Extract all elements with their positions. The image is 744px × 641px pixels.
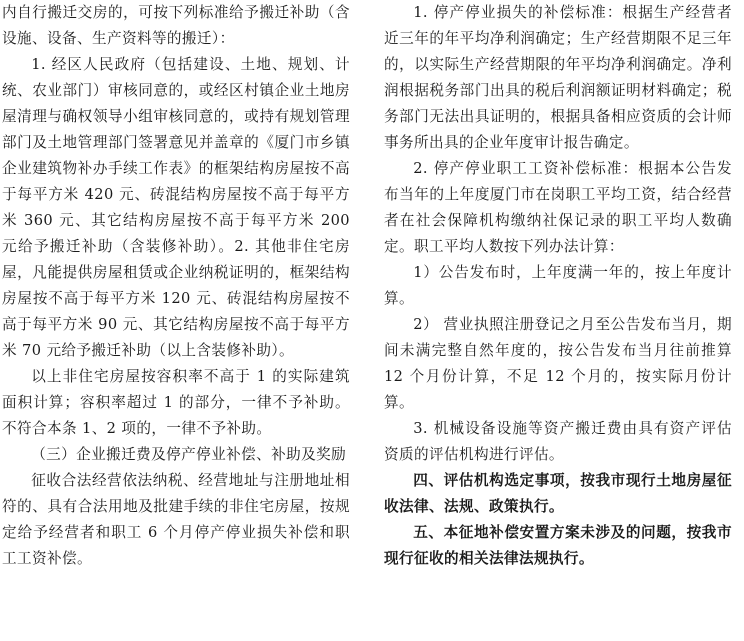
right-column: [384, 0, 732, 572]
paragraph-business-loss-compensation: 征收合法经营依法纳税、经营地址与注册地址相符的、具有合法用地及批建手续的非住宅房屋，按规定给予经营者和职工 6 个月停产停业损失补偿和职工工资补偿。: [2, 472, 350, 567]
paragraph-calc-method-1: 1）公告发布时，上年度满一年的，按上年度计算。: [384, 264, 732, 307]
paragraph-business-loss-standard: 1. 停产停业损失的补偿标准：根据生产经营者近三年的年平均净利润确定；生产经营期限不足三年的，以实际生产经营期限的年平均净利润确定。净利润根据税务部门出具的税后利润额证明材料确定；税务部门无法出具证明的，根据具备相应资质的会计师事务所出具的企业年度审计报告确定。: [384, 4, 732, 151]
heading-section-five: 五、本征地补偿安置方案未涉及的问题，按我市现行征收的相关法律法规执行。: [384, 524, 732, 567]
heading-section-four: 四、评估机构选定事项，按我市现行土地房屋征收法律、法规、政策执行。: [384, 472, 732, 515]
paragraph-relocation-subsidy-intro: 内自行搬迁交房的，可按下列标准给予搬迁补助（含设施、设备、生产资料等的搬迁）：: [2, 4, 350, 47]
paragraph-floor-area-rule: 以上非住宅房屋按容积率不高于 1 的实际建筑面积计算；容积率超过 1 的部分，一律不予补助。不符合本条 1、2 项的，一律不予补助。: [2, 368, 350, 437]
paragraph-wage-compensation-standard: 2. 停产停业职工工资补偿标准：根据本公告发布当年的上年度厦门市在岗职工平均工资，结合经营者在社会保障机构缴纳社保记录的职工平均人数确定。职工平均人数按下列办法计算：: [384, 160, 732, 255]
paragraph-structure-subsidy-standards: 1. 经区人民政府（包括建设、土地、规划、计统、农业部门）审核同意的，或经区村镇企业土地房屋清理与确权领导小组审核同意的，或持有规划管理部门及土地管理部门签署意见并盖章的《厦门市乡镇企业建筑物补办手续工作表》的框架结构房屋按不高于每平方米 420 元、砖混结构房屋按不高于每平方米 360 元、其它结构房屋按不高于每平方米 200 元给予搬迁补助（含装修补助）。2. 其他非住宅房屋，凡能提供房屋租赁或企业纳税证明的，框架结构房屋按不高于每平方米 120 元、砖混结构房屋按不高于每平方米 90 元、其它结构房屋按不高于每平方米 70 元给予搬迁补助（以上含装修补助）。: [2, 56, 350, 359]
section-heading-enterprise-relocation: （三）企业搬迁费及停产停业补偿、补助及奖励: [31, 446, 347, 463]
paragraph-equipment-relocation: 3. 机械设备设施等资产搬迁费由具有资产评估资质的评估机构进行评估。: [384, 420, 732, 463]
left-column: [2, 0, 350, 572]
paragraph-calc-method-2: 2） 营业执照注册登记之月至公告发布当月，期间未满完整自然年度的，按公告发布当月往前推算 12 个月份计算，不足 12 个月的，按实际月份计算。: [384, 316, 732, 411]
